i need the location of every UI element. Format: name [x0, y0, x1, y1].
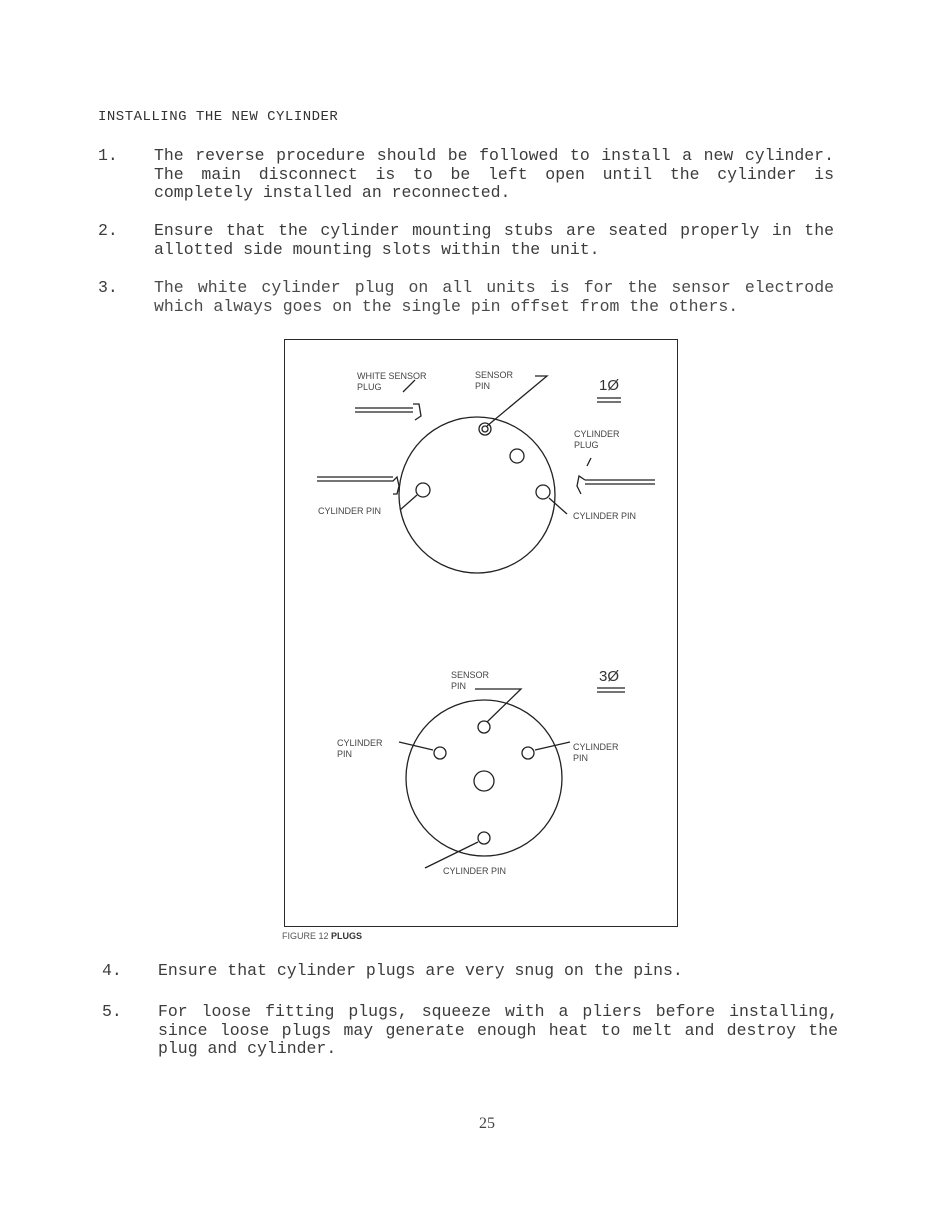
- three-phase-cylinder-pin-bottom: [478, 832, 490, 844]
- caption-prefix: FIGURE 12: [282, 931, 329, 941]
- label-cylinder-pin-right: CYLINDER PIN: [573, 511, 637, 521]
- label-3ph-cylinder-pin-right: CYLINDER PIN: [573, 742, 619, 763]
- leader-3ph-cylinder-pin-right: [535, 742, 570, 750]
- label-cylinder-plug: CYLINDER PLUG: [574, 429, 620, 450]
- label-3ph-sensor-pin: SENSOR PIN: [451, 670, 490, 691]
- three-phase-cylinder-pin-left: [434, 747, 446, 759]
- single-phase-underline: [597, 398, 621, 402]
- single-phase-cylinder-pin-left: [416, 483, 430, 497]
- section-heading: INSTALLING THE NEW CYLINDER: [98, 109, 339, 125]
- step-number: 3.: [98, 278, 118, 297]
- leader-3ph-cylinder-pin-left: [399, 742, 433, 750]
- single-phase-cylinder-outline: [399, 417, 555, 573]
- label-three-phase: 3Ø: [599, 668, 620, 685]
- plug-diagram: [285, 340, 677, 926]
- figure-caption: [282, 931, 362, 941]
- three-phase-underline: [597, 688, 625, 692]
- label-3ph-cylinder-pin-bottom: CYLINDER PIN: [443, 866, 507, 876]
- white-sensor-plug-shape: [355, 404, 421, 420]
- figure-plugs: [284, 339, 678, 927]
- left-cylinder-plug-shape: [317, 477, 399, 494]
- step-text: Ensure that the cylinder mounting stubs are seated properly in the allotted side mounting slots within the unit.: [154, 221, 834, 259]
- three-phase-cylinder-pin-right: [522, 747, 534, 759]
- step-number: 4.: [102, 961, 122, 980]
- three-phase-sensor-pin: [478, 721, 490, 733]
- leader-cylinder-plug: [587, 458, 591, 466]
- leader-cylinder-pin-right: [549, 498, 567, 514]
- single-phase-sensor-pin-center: [482, 426, 488, 432]
- single-phase-pin-top-right: [510, 449, 524, 463]
- step-number: 1.: [98, 146, 118, 165]
- right-cylinder-plug-shape: [577, 476, 655, 494]
- label-cylinder-pin-left: CYLINDER PIN: [318, 506, 382, 516]
- label-3ph-cylinder-pin-left: CYLINDER PIN: [337, 738, 383, 759]
- label-sensor-pin: SENSOR PIN: [475, 370, 514, 391]
- step-text: Ensure that cylinder plugs are very snug on the pins.: [158, 961, 683, 980]
- label-single-phase: 1Ø: [599, 377, 620, 394]
- label-white-sensor-plug: WHITE SENSOR PLUG: [357, 371, 427, 392]
- step-number: 5.: [102, 1002, 122, 1021]
- step-text: For loose fitting plugs, squeeze with a pliers before installing, since loose plugs may generate enough heat to melt and destroy the plug and cylinder.: [158, 1002, 838, 1058]
- step-text: The white cylinder plug on all units is for the sensor electrode which always goes on the single pin offset from the others.: [154, 278, 834, 316]
- leader-cylinder-pin-left: [400, 495, 417, 510]
- step-text: The reverse procedure should be followed to install a new cylinder. The main disconnect is to be left open until the cylinder is completely installed an reconnected.: [154, 146, 834, 202]
- step-number: 2.: [98, 221, 118, 240]
- caption-title: PLUGS: [331, 931, 363, 941]
- three-phase-center-pin: [474, 771, 494, 791]
- single-phase-cylinder-pin-right: [536, 485, 550, 499]
- page-number: 25: [479, 1115, 495, 1132]
